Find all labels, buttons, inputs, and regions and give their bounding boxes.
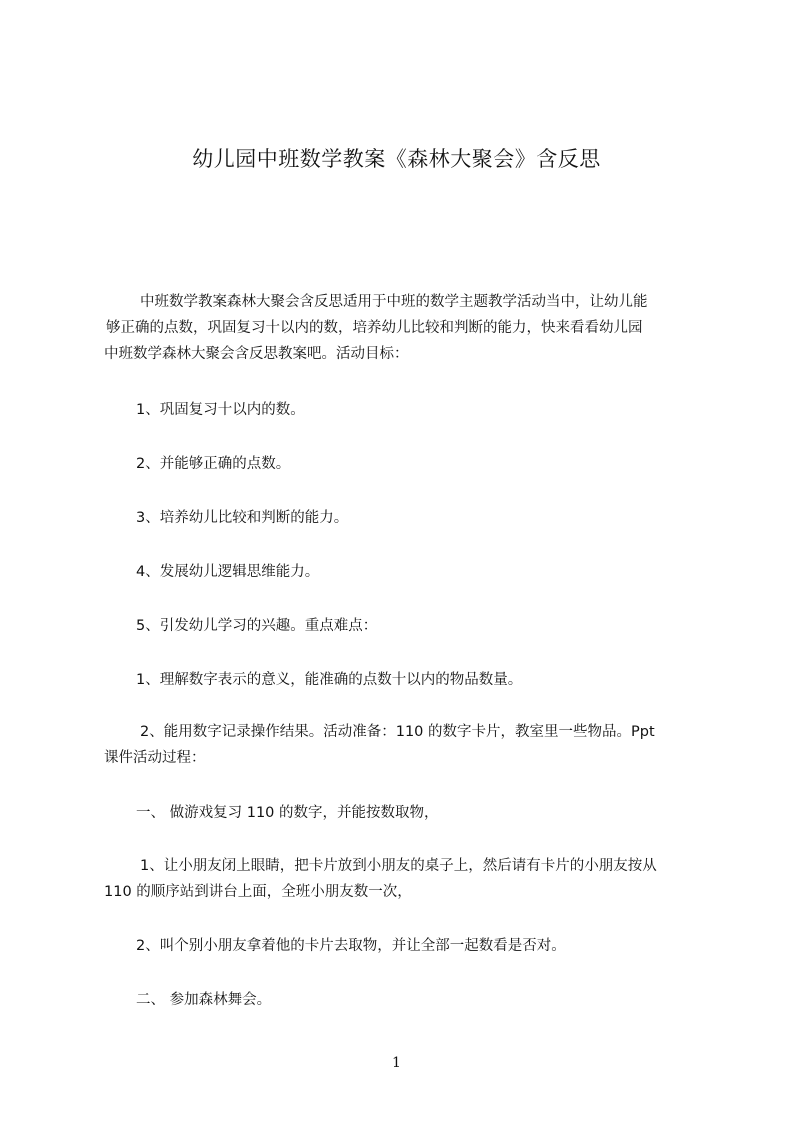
- goal-item: 5、引发幼儿学习的兴趣。重点难点：: [136, 618, 378, 634]
- key-point-line: 课件活动过程：: [104, 750, 206, 766]
- step-item: 2、叫个别小朋友拿着他的卡片去取物，并让全部一起数看是否对。: [136, 938, 566, 954]
- intro-line: 够正确的点数，巩固复习十以内的数，培养幼儿比较和判断的能力，快来看看幼儿园: [106, 320, 643, 336]
- section-heading: 一、 做游戏复习 110 的数字，并能按数取物，: [136, 805, 439, 821]
- key-point-item: 1、理解数字表示的意义，能准确的点数十以内的物品数量。: [136, 672, 523, 688]
- step-item-paragraph: [104, 853, 700, 905]
- goal-item: 2、并能够正确的点数。: [136, 456, 291, 472]
- section-heading: 二、 参加森林舞会。: [136, 992, 272, 1008]
- intro-line: 中班数学教案森林大聚会含反思适用于中班的数学主题教学活动当中，让幼儿能: [140, 294, 648, 310]
- step-item-line: 1、让小朋友闭上眼睛，把卡片放到小朋友的桌子上，然后请有卡片的小朋友按从: [140, 858, 657, 874]
- goal-item: 3、培养幼儿比较和判断的能力。: [136, 510, 349, 526]
- goal-item: 1、巩固复习十以内的数。: [136, 402, 305, 418]
- intro-line: 中班数学森林大聚会含反思教案吧。活动目标：: [104, 346, 409, 362]
- key-point-line: 2、能用数字记录操作结果。活动准备：110 的数字卡片，教室里一些物品。Ppt: [140, 724, 655, 740]
- key-point-paragraph: [104, 719, 700, 771]
- goal-item: 4、发展幼儿逻辑思维能力。: [136, 564, 320, 580]
- step-item-line: 110 的顺序站到讲台上面，全班小朋友数一次，: [104, 884, 412, 900]
- intro-paragraph: [104, 289, 700, 367]
- document-title: 幼儿园中班数学教案《森林大聚会》含反思: [192, 147, 601, 171]
- page-number: 1: [392, 1055, 401, 1071]
